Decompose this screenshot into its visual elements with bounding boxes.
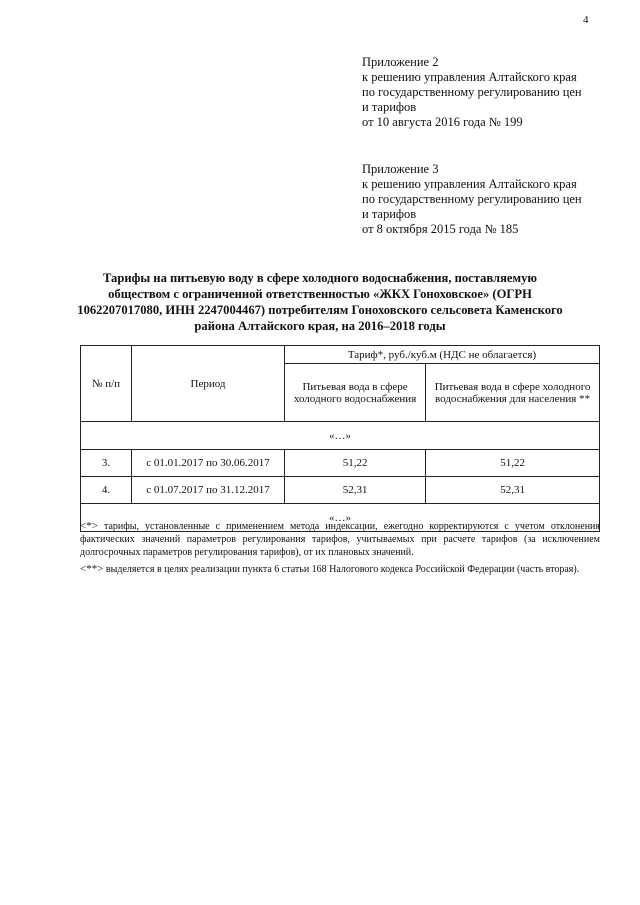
appendix-2-line: от 10 августа 2016 года № 199 (362, 115, 523, 129)
header-col-b: Питьевая вода в сфере холодного водоснабжения для населения ** (426, 364, 600, 422)
appendix-3-line: Приложение 3 (362, 162, 439, 176)
appendix-3-line: к решению управления Алтайского края (362, 177, 577, 191)
row-value-a: 51,22 (285, 450, 426, 477)
table-row (81, 477, 600, 504)
footnote (80, 563, 600, 576)
header-col-a: Питьевая вода в сфере холодного водоснабжения (285, 364, 426, 422)
row-period: с 01.01.2017 по 30.06.2017 (132, 450, 285, 477)
footnotes (80, 520, 600, 580)
table-header-row (81, 346, 600, 364)
footnote-text: выделяется в целях реализации пункта 6 статьи 168 Налогового кодекса Российской Федерации (часть вторая). (105, 564, 580, 575)
ellipsis-cell: «…» (81, 422, 600, 450)
appendix-3-line: по государственному регулированию цен (362, 192, 582, 206)
appendix-3-line: от 8 октября 2015 года № 185 (362, 222, 519, 236)
document-title: Тарифы на питьевую воду в сфере холодного водоснабжения, поставляемую обществом с ограниченной ответственностью «ЖКХ Гоноховское» (ОГРН 1062207017080, ИНН 2247004467) потребителям Гоноховского сельсовета Каменского района Алтайского края, на 2016–2018 годы (77, 271, 563, 333)
appendix-3-line: и тарифов (362, 207, 417, 221)
appendix-2-line: по государственному регулированию цен (362, 85, 582, 99)
page-number: 4 (583, 14, 589, 26)
appendix-2-line: Приложение 2 (362, 55, 439, 69)
ellipsis-cell: «…» (81, 504, 600, 532)
header-period: Период (132, 346, 285, 422)
footnote-marker: <**> (80, 563, 104, 575)
row-value-b: 51,22 (426, 450, 600, 477)
tariff-table (80, 345, 600, 532)
appendix-2-line: и тарифов (362, 100, 417, 114)
header-num: № п/п (81, 346, 132, 422)
row-period: с 01.07.2017 по 31.12.2017 (132, 477, 285, 504)
footnote-text: тарифы, установленные с применением метода индексации, ежегодно корректируются с учетом отклонения фактических значений параметров регулирования тарифов, учитываемых при расчете тарифов (за исключением долгосрочных параметров регулирования тарифов), от их плановых значений. (80, 521, 601, 558)
row-num: 4. (81, 477, 132, 504)
row-num: 3. (81, 450, 132, 477)
table-ellipsis-row (81, 422, 600, 450)
header-tariff-group: Тариф*, руб./куб.м (НДС не облагается) (285, 346, 600, 364)
table-row (81, 450, 600, 477)
footnote-marker: <*> (80, 520, 98, 532)
row-value-b: 52,31 (426, 477, 600, 504)
appendix-3-header (362, 162, 617, 237)
appendix-2-header (362, 55, 617, 130)
footnote (80, 520, 600, 559)
appendix-2-line: к решению управления Алтайского края (362, 70, 577, 84)
row-value-a: 52,31 (285, 477, 426, 504)
